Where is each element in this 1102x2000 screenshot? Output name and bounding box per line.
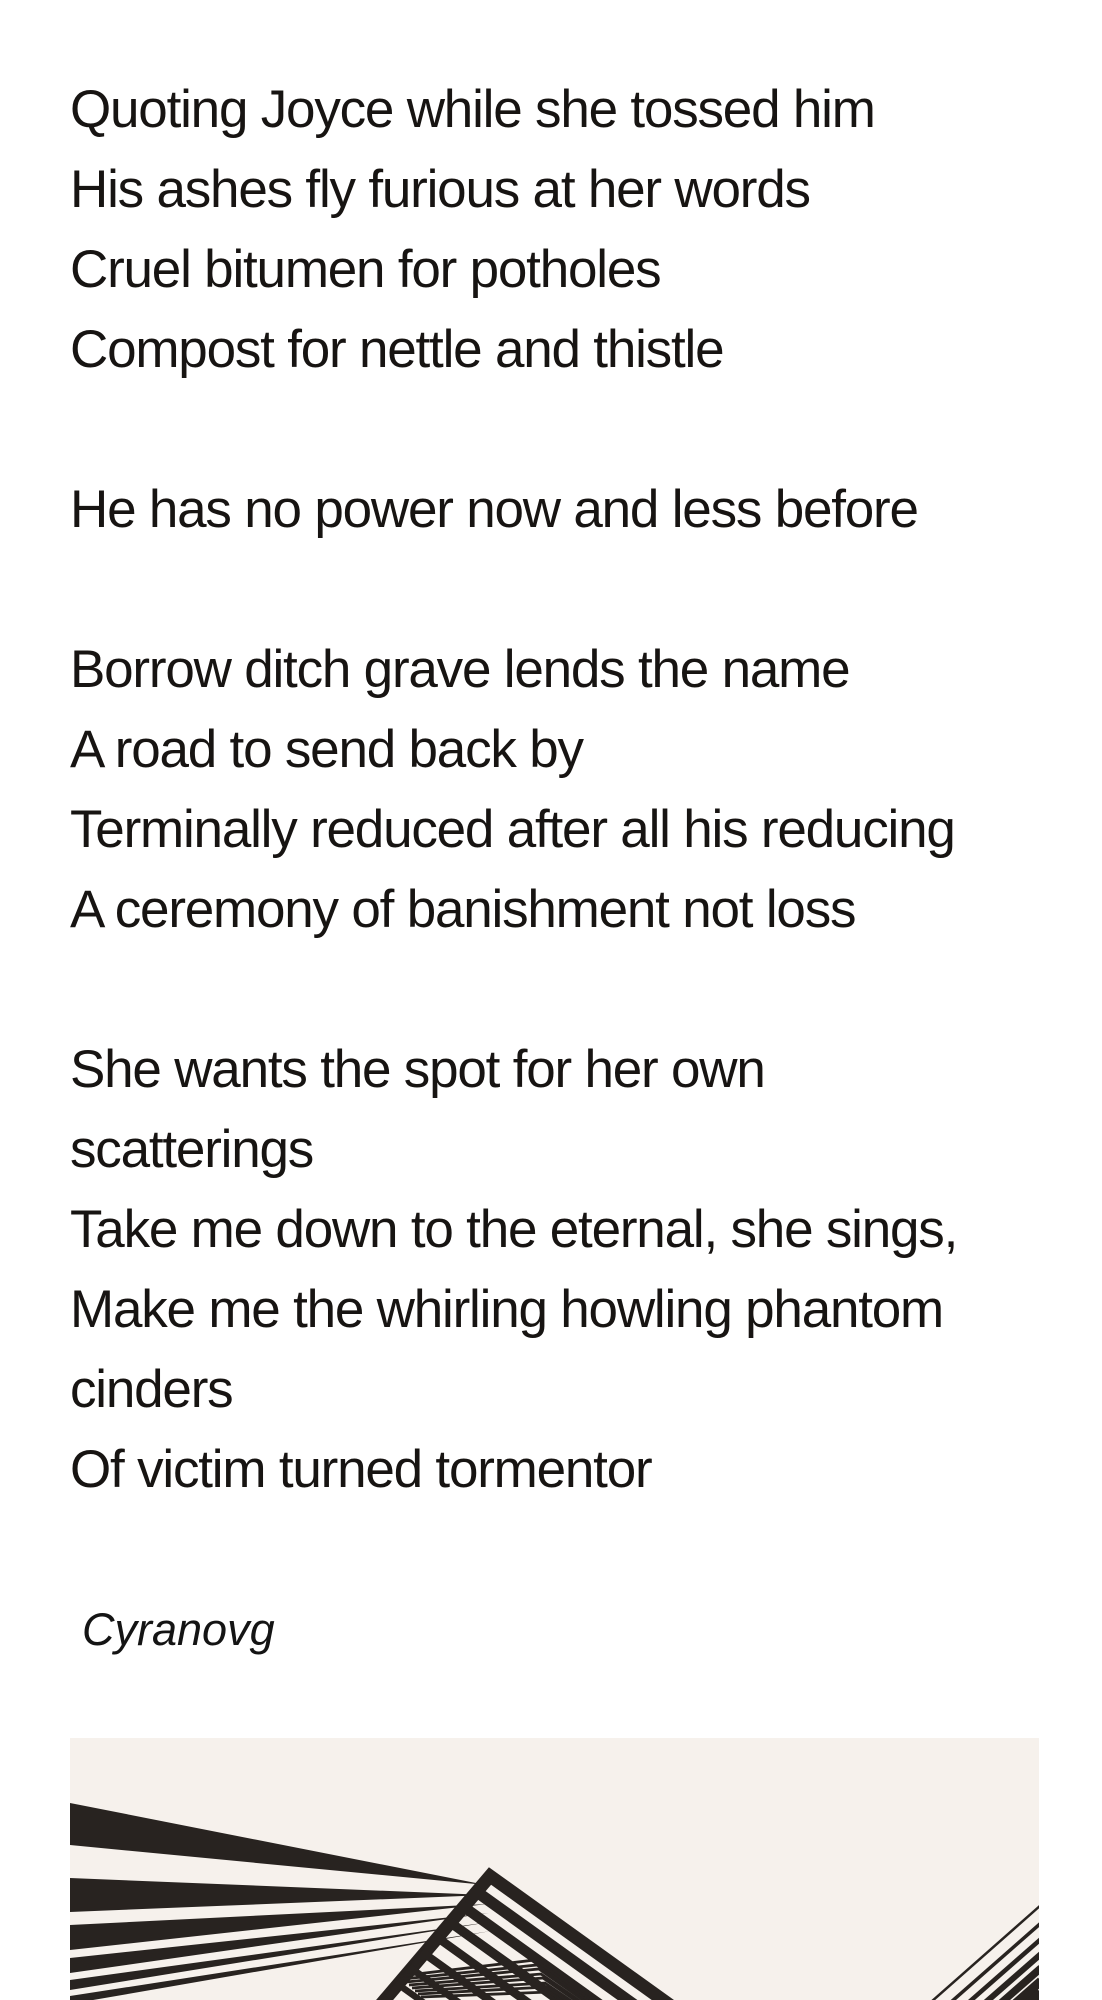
poem-line: Terminally reduced after all his reducing (70, 800, 955, 859)
poem-line: cinders (70, 1360, 233, 1419)
poem-line: Take me down to the eternal, she sings, (70, 1200, 958, 1259)
poem-line: scatterings (70, 1120, 314, 1179)
poem-line: Compost for nettle and thistle (70, 320, 724, 379)
poem-line: He has no power now and less before (70, 480, 918, 539)
poem-stanza (70, 470, 1039, 550)
poem-line: Borrow ditch grave lends the name (70, 640, 850, 699)
poem-line: Quoting Joyce while she tossed him (70, 80, 875, 139)
poem-line: She wants the spot for her own (70, 1040, 765, 1099)
poem-line: His ashes fly furious at her words (70, 160, 810, 219)
poem-line: Make me the whirling howling phantom (70, 1280, 943, 1339)
poem-line: Cruel bitumen for potholes (70, 240, 661, 299)
poem-line: A ceremony of banishment not loss (70, 880, 856, 939)
artwork-image (70, 1738, 1039, 2000)
poem-line: A road to send back by (70, 720, 583, 779)
poem-stanza (70, 70, 1039, 390)
author-name: Cyranovg (82, 1604, 275, 1655)
poem-line: Of victim turned tormentor (70, 1440, 652, 1499)
poem-stanza (70, 1030, 1039, 1510)
poem-stanza (70, 630, 1039, 950)
